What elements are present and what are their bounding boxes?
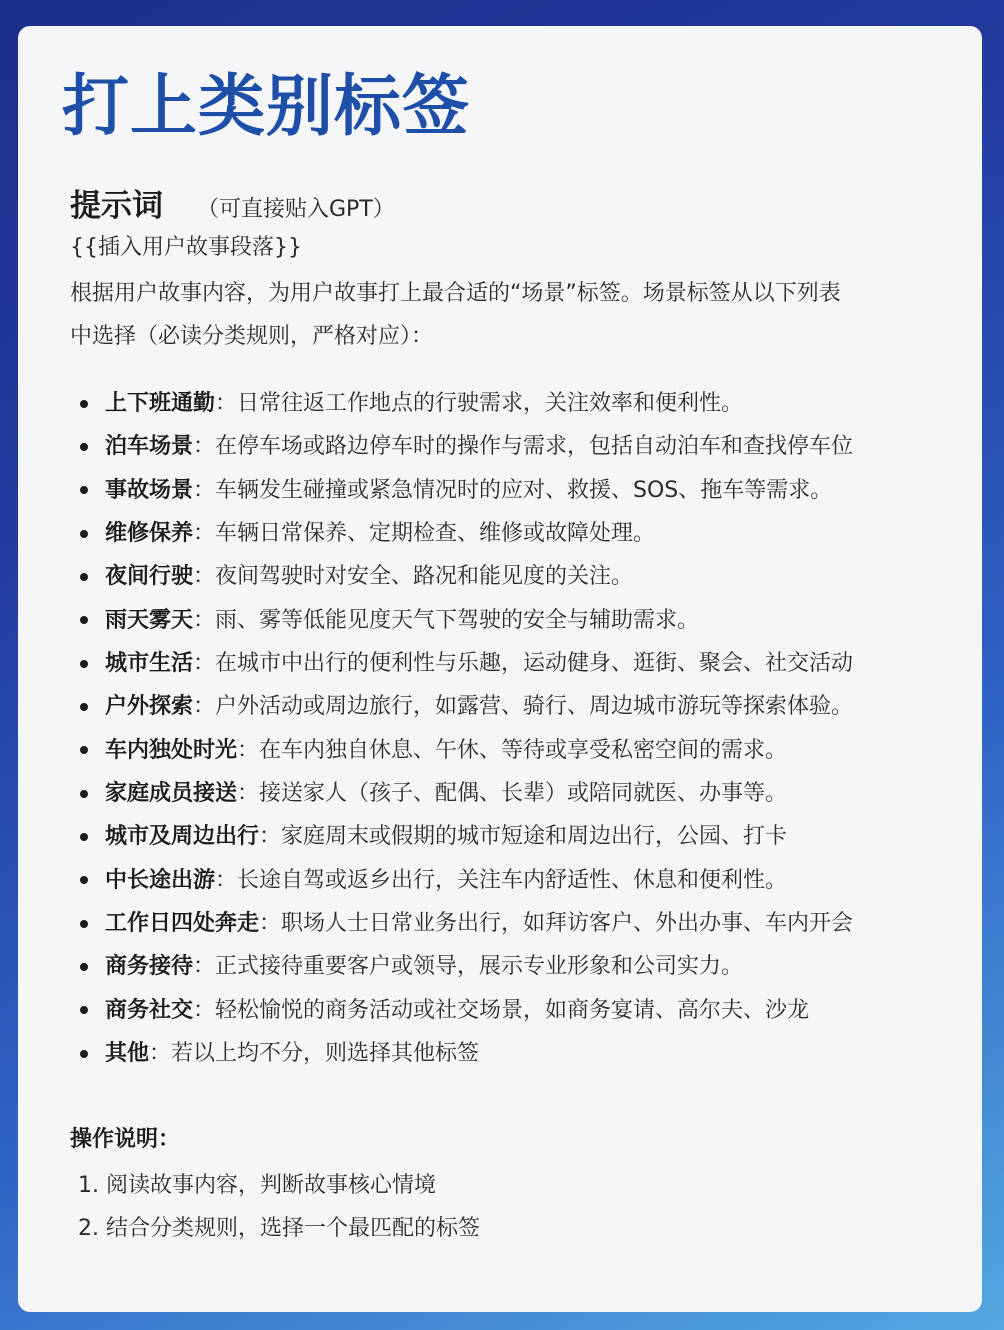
rule-name: 事故场景 <box>105 477 194 503</box>
rule-desc: ：若以上均不分，则选择其他标签 <box>149 1041 480 1067</box>
rule-item <box>80 382 950 425</box>
step-text: 结合分类规则，选择一个最匹配的标签 <box>106 1216 481 1241</box>
operations-steps <box>78 1164 480 1250</box>
rule-desc: ：家庭周末或假期的城市短途和周边出行，公园、打卡 <box>259 824 788 850</box>
story-placeholder: {{插入用户故事段落}} <box>70 235 302 260</box>
rule-item <box>80 772 950 815</box>
rule-name: 工作日四处奔走 <box>105 911 260 937</box>
bullet-icon <box>80 400 88 408</box>
rule-desc: ：雨、雾等低能见度天气下驾驶的安全与辅助需求。 <box>193 607 700 633</box>
bullet-icon <box>80 833 88 841</box>
prompt-title: 提示词 <box>70 188 163 224</box>
bullet-icon <box>80 876 88 884</box>
rule-desc: ：在城市中出行的便利性与乐趣，运动健身、逛街、聚会、社交活动 <box>193 651 854 677</box>
bullet-icon <box>80 746 88 754</box>
rule-name: 商务社交 <box>105 997 194 1023</box>
rule-item <box>80 859 950 902</box>
rule-item <box>80 902 950 945</box>
rule-desc: ：正式接待重要客户或领导，展示专业形象和公司实力。 <box>193 954 744 980</box>
rule-name: 中长途出游 <box>105 867 216 893</box>
rule-item <box>80 512 950 555</box>
bullet-icon <box>80 616 88 624</box>
rule-name: 户外探索 <box>105 694 194 720</box>
rule-desc: ：日常往返工作地点的行驶需求，关注效率和便利性。 <box>215 391 744 416</box>
bullet-icon <box>80 660 88 668</box>
rule-item <box>80 599 950 642</box>
bullet-icon <box>80 790 88 798</box>
rule-item <box>80 729 950 772</box>
bullet-icon <box>80 1006 88 1014</box>
bullet-icon <box>80 573 88 581</box>
prompt-heading <box>70 180 395 222</box>
rule-item <box>80 555 950 598</box>
rule-desc: ：在停车场或路边停车时的操作与需求，包括自动泊车和查找停车位 <box>193 434 854 460</box>
rule-name: 城市及周边出行 <box>105 824 260 850</box>
bullet-icon <box>80 443 88 451</box>
bullet-icon <box>80 920 88 928</box>
rule-item <box>80 815 950 858</box>
rule-desc: ：轻松愉悦的商务活动或社交场景，如商务宴请、高尔夫、沙龙 <box>193 997 810 1023</box>
rule-item <box>80 642 950 685</box>
rule-name: 家庭成员接送 <box>105 781 238 807</box>
rule-desc: ：户外活动或周边旅行，如露营、骑行、周边城市游玩等探索体验。 <box>193 694 854 720</box>
rule-name: 车内独处时光 <box>105 737 238 763</box>
rule-desc: ：夜间驾驶时对安全、路况和能见度的关注。 <box>193 564 634 590</box>
rule-item <box>80 989 950 1032</box>
step-number: 2. <box>78 1216 99 1241</box>
bullet-icon <box>80 1050 88 1058</box>
rule-name: 泊车场景 <box>105 434 194 460</box>
bullet-icon <box>80 530 88 538</box>
bullet-icon <box>80 963 88 971</box>
page-title: 打上类别标签 <box>62 67 470 145</box>
rule-name: 维修保养 <box>105 521 194 547</box>
bullet-icon <box>80 486 88 494</box>
rule-name: 商务接待 <box>105 954 194 980</box>
rule-item <box>80 425 950 468</box>
rule-name: 上下班通勤 <box>105 391 216 416</box>
rule-name: 夜间行驶 <box>105 564 194 590</box>
rule-name: 城市生活 <box>105 651 194 677</box>
rule-desc: ：职场人士日常业务出行，如拜访客户、外出办事、车内开会 <box>259 911 854 937</box>
step-text: 阅读故事内容，判断故事核心情境 <box>106 1173 437 1198</box>
rule-desc: ：车辆日常保养、定期检查、维修或故障处理。 <box>193 521 656 547</box>
rule-item <box>80 945 950 988</box>
rule-name: 其他 <box>105 1041 150 1067</box>
rule-item <box>80 469 950 512</box>
scene-rules-list <box>80 382 950 1076</box>
rule-item <box>80 685 950 728</box>
prompt-note: （可直接贴入GPT） <box>197 197 395 222</box>
rule-desc: ：车辆发生碰撞或紧急情况时的应对、救援、SOS、拖车等需求。 <box>193 477 833 503</box>
intro-text-line-2: 中选择（必读分类规则，严格对应）： <box>70 324 434 349</box>
operations-heading: 操作说明： <box>70 1127 181 1152</box>
rule-desc: ：接送家人（孩子、配偶、长辈）或陪同就医、办事等。 <box>237 781 788 807</box>
bullet-icon <box>80 703 88 711</box>
step-number: 1. <box>78 1173 99 1198</box>
rule-desc: ：在车内独自休息、午休、等待或享受私密空间的需求。 <box>237 737 788 763</box>
step-item <box>78 1207 480 1250</box>
rule-name: 雨天雾天 <box>105 607 194 633</box>
rule-item <box>80 1032 950 1075</box>
step-item <box>78 1164 480 1207</box>
rule-desc: ：长途自驾或返乡出行，关注车内舒适性、休息和便利性。 <box>215 867 788 893</box>
intro-text-line-1: 根据用户故事内容，为用户故事打上最合适的“场景”标签。场景标签从以下列表 <box>70 281 841 306</box>
